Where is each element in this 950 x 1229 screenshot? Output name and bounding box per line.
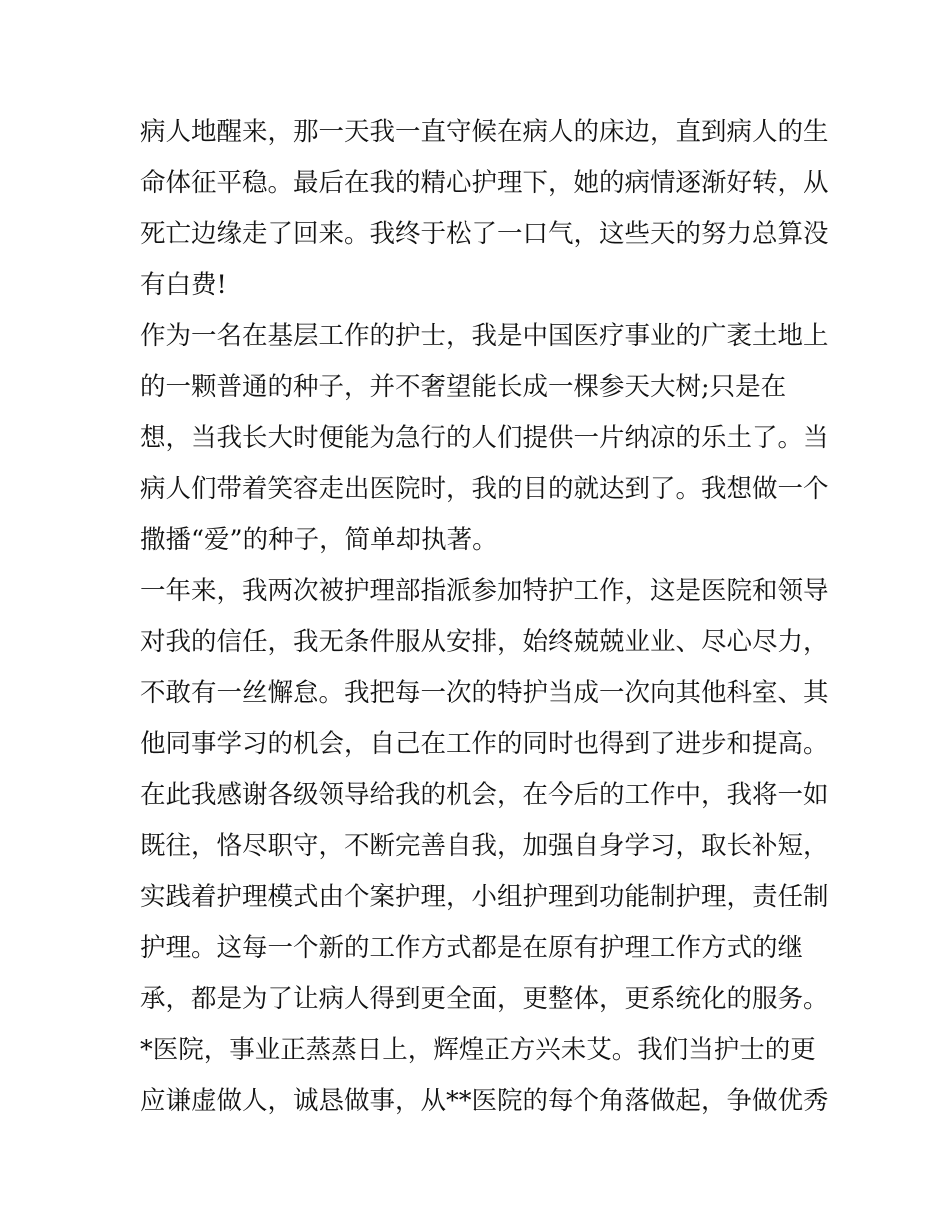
document-body — [140, 107, 830, 1127]
text-line: 对我的信任，我无条件服从安排，始终兢兢业业、尽心尽力， — [140, 627, 829, 657]
text-line: 实践着护理模式由个案护理，小组护理到功能制护理，责任制 — [140, 882, 829, 912]
text-line: 病人地醒来，那一天我一直守候在病人的床边，直到病人的生 — [140, 117, 829, 147]
text-line: 一年来，我两次被护理部指派参加特护工作，这是医院和领导 — [140, 576, 829, 606]
text-line: 的一颗普通的种子，并不奢望能长成一棵参天大树;只是在 — [140, 372, 787, 402]
text-line: 想，当我长大时便能为急行的人们提供一片纳凉的乐土了。当 — [140, 423, 829, 453]
text-line: 护理。这每一个新的工作方式都是在原有护理工作方式的继 — [140, 933, 804, 963]
text-line: 病人们带着笑容走出医院时，我的目的就达到了。我想做一个 — [140, 474, 829, 504]
text-line: 有白费! — [140, 270, 227, 300]
text-line: 作为一名在基层工作的护士，我是中国医疗事业的广袤土地上 — [140, 321, 829, 351]
text-line: 不敢有一丝懈怠。我把每一次的特护当成一次向其他科室、其 — [140, 678, 829, 708]
text-line: 死亡边缘走了回来。我终于松了一口气，这些天的努力总算没 — [140, 219, 829, 249]
text-line: 命体征平稳。最后在我的精心护理下，她的病情逐渐好转，从 — [140, 168, 829, 198]
text-line: 撒播“爱”的种子，简单却执著。 — [140, 525, 498, 555]
text-line: 既往，恪尽职守，不断完善自我，加强自身学习，取长补短， — [140, 831, 829, 861]
text-line: 在此我感谢各级领导给我的机会，在今后的工作中，我将一如 — [140, 780, 829, 810]
text-line: 他同事学习的机会，自己在工作的同时也得到了进步和提高。 — [140, 729, 829, 759]
text-line: 承，都是为了让病人得到更全面，更整体，更系统化的服务。 — [140, 984, 829, 1014]
text-line: *医院，事业正蒸蒸日上，辉煌正方兴未艾。我们当护士的更 — [140, 1035, 816, 1065]
text-line: 应谦虚做人，诚恳做事，从**医院的每个角落做起，争做优秀 — [140, 1086, 829, 1116]
